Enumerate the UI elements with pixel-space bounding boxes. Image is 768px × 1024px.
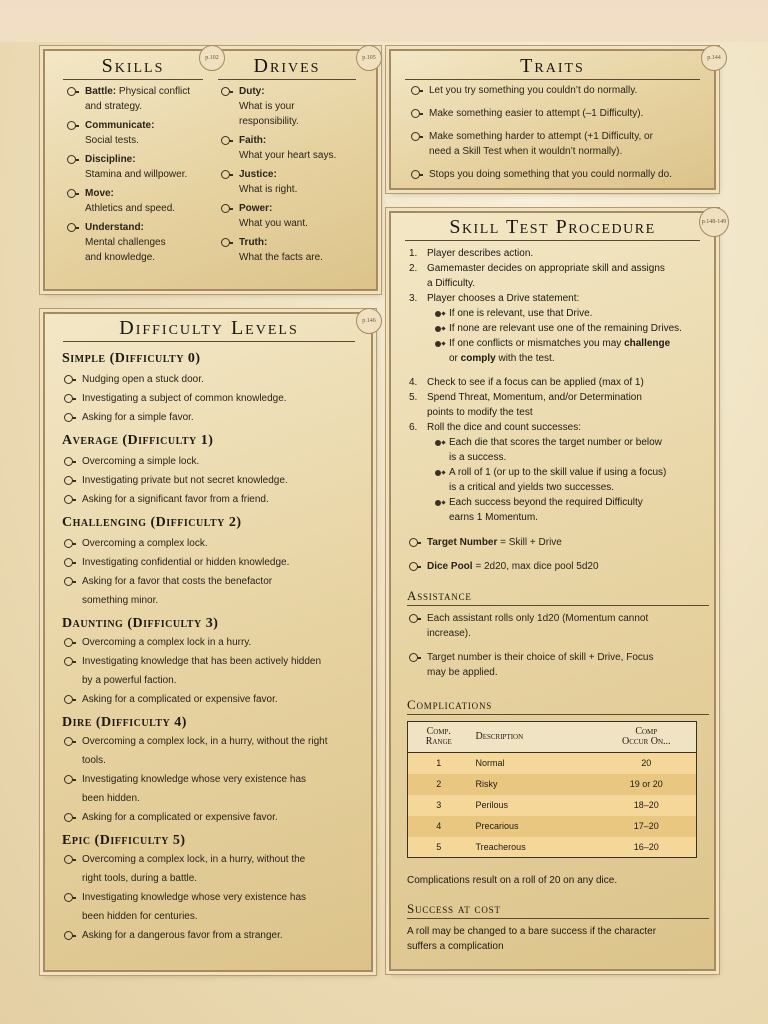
procedure-steps — [407, 246, 709, 525]
description-column-header: Description — [470, 722, 597, 753]
bullet-icon — [67, 155, 79, 164]
dice-pool-item: Dice Pool = 2d20, max dice pool 5d20 — [407, 559, 709, 574]
example-item: Asking for a dangerous favor from a stranger. — [62, 926, 367, 945]
bullet-icon — [64, 737, 76, 746]
success-at-cost-text: A roll may be changed to a bare success if the character suffers a complication — [407, 926, 657, 952]
skills-drives-panel — [43, 49, 378, 291]
drive-item: Justice: What is right. — [219, 167, 369, 197]
procedure-step: 2. Gamemaster decides on appropriate skill and assigns a Difficulty. — [409, 263, 665, 289]
bullet-icon — [67, 189, 79, 198]
procedure-panel — [389, 211, 727, 971]
example-item: Asking for a favor that costs the benefactor something minor. — [62, 572, 367, 610]
skill-item: Understand: Mental challenges and knowledge. — [65, 220, 215, 265]
table-row — [408, 753, 697, 774]
example-item: Asking for a simple favor. — [62, 408, 367, 427]
bullet-icon — [64, 457, 76, 466]
example-item: Asking for a significant favor from a friend. — [62, 490, 367, 509]
procedure-body — [407, 246, 709, 954]
traits-page-ref: p.144 — [701, 45, 727, 71]
description-cell: Precarious — [470, 816, 597, 837]
example-item: Overcoming a complex lock in a hurry. — [62, 633, 367, 652]
example-item: Overcoming a complex lock, in a hurry, without the right tools, during a battle. — [62, 850, 367, 888]
occur-cell: 18–20 — [597, 795, 697, 816]
drives-title: Drives — [218, 55, 356, 80]
bullet-icon — [64, 855, 76, 864]
drive-choice-item: If one conflicts or mismatches you may challenge or comply with the test. — [433, 336, 709, 366]
range-cell: 1 — [408, 753, 470, 774]
bullet-icon — [64, 577, 76, 586]
difficulty-level-heading: Dire (Difficulty 4) — [62, 715, 187, 730]
example-item: Overcoming a complex lock, in a hurry, without the right tools. — [62, 732, 367, 770]
difficulty-level-examples — [62, 732, 367, 827]
skill-item: Battle: Physical conflict and strategy. — [65, 84, 215, 114]
difficulty-level-heading: Simple (Difficulty 0) — [62, 351, 201, 366]
difficulty-level-examples — [62, 534, 367, 610]
assistance-list — [407, 611, 709, 680]
top-decorative-band — [0, 0, 768, 42]
complications-title: Complications — [407, 697, 709, 715]
procedure-step: 4. Check to see if a focus can be applied (max of 1) — [409, 377, 644, 388]
skills-title: Skills — [63, 55, 203, 80]
procedure-step: 5. Spend Threat, Momentum, and/or Determination points to modify the test — [409, 392, 642, 418]
drive-choice-item: If one is relevant, use that Drive. — [433, 306, 709, 321]
bullet-icon — [64, 375, 76, 384]
difficulty-panel — [43, 312, 376, 972]
difficulty-level-examples — [62, 850, 367, 945]
bullet-icon — [411, 170, 423, 179]
difficulty-levels-list — [62, 351, 367, 945]
table-row — [408, 774, 697, 795]
trait-item: Stops you doing something that you could normally do. — [409, 167, 709, 182]
example-item: Overcoming a simple lock. — [62, 452, 367, 471]
table-row — [408, 795, 697, 816]
bullet-icon — [409, 614, 421, 623]
description-cell: Normal — [470, 753, 597, 774]
occur-cell: 16–20 — [597, 837, 697, 858]
bullet-icon — [64, 394, 76, 403]
occur-cell: 19 or 20 — [597, 774, 697, 795]
drive-item: Power: What you want. — [219, 201, 369, 231]
procedure-title: Skill Test Procedure — [405, 216, 700, 241]
drive-item: Truth: What the facts are. — [219, 235, 369, 265]
bullet-icon — [411, 109, 423, 118]
bullet-icon — [64, 476, 76, 485]
trait-item: Let you try something you couldn’t do normally. — [409, 83, 709, 98]
example-item: Asking for a complicated or expensive favor. — [62, 808, 367, 827]
skills-page-ref: p.102 — [199, 45, 225, 71]
occur-cell: 17–20 — [597, 816, 697, 837]
trait-item: Make something harder to attempt (+1 Difficulty, or need a Skill Test when it wouldn’t normally). — [409, 129, 709, 159]
bullet-icon — [64, 638, 76, 647]
skills-list — [65, 84, 215, 265]
bullet-icon — [64, 539, 76, 548]
success-rule-item: Each die that scores the target number or below is a success. — [433, 435, 709, 465]
procedure-page-ref: p.148-149 — [699, 207, 729, 237]
example-item: Investigating private but not secret knowledge. — [62, 471, 367, 490]
bullet-icon — [221, 136, 233, 145]
bullet-icon — [67, 87, 79, 96]
procedure-step: 1. Player describes action. — [409, 248, 534, 259]
example-item: Investigating knowledge whose very existence has been hidden. — [62, 770, 367, 808]
trait-item: Make something easier to attempt (–1 Difficulty). — [409, 106, 709, 121]
bullet-icon — [64, 657, 76, 666]
bullet-icon — [64, 775, 76, 784]
example-item: Investigating confidential or hidden knowledge. — [62, 553, 367, 572]
drives-list — [219, 84, 369, 265]
difficulty-level-examples — [62, 452, 367, 509]
range-cell: 5 — [408, 837, 470, 858]
success-rules-list — [433, 435, 709, 525]
bullet-icon — [64, 495, 76, 504]
example-item: Investigating knowledge whose very existence has been hidden for centuries. — [62, 888, 367, 926]
complications-header-row — [408, 722, 697, 753]
bullet-icon — [64, 413, 76, 422]
difficulty-level-heading: Challenging (Difficulty 2) — [62, 515, 242, 530]
difficulty-level-heading: Average (Difficulty 1) — [62, 433, 214, 448]
table-row — [408, 837, 697, 858]
range-cell: 4 — [408, 816, 470, 837]
skill-item: Discipline: Stamina and willpower. — [65, 152, 215, 182]
occur-cell: 20 — [597, 753, 697, 774]
bullet-icon — [67, 121, 79, 130]
range-column-header: Comp. Range — [408, 722, 470, 753]
skill-item: Move: Athletics and speed. — [65, 186, 215, 216]
bullet-icon — [64, 893, 76, 902]
bullet-icon — [221, 87, 233, 96]
success-rule-item: Each success beyond the required Difficulty earns 1 Momentum. — [433, 495, 709, 525]
bullet-icon — [64, 695, 76, 704]
procedure-step: 6. Roll the dice and count successes: Each die that scores the target number or below is a success. A roll of 1 (or up to the skill value if using a focus) is a critical and yields two successes. Each success beyond the required Difficulty earns 1 Momentum. — [407, 420, 709, 525]
success-rule-item: A roll of 1 (or up to the skill value if using a focus) is a critical and yields two successes. — [433, 465, 709, 495]
drive-choice-item: If none are relevant use one of the remaining Drives. — [433, 321, 709, 336]
assistance-title: Assistance — [407, 588, 709, 606]
bullet-icon — [411, 132, 423, 141]
difficulty-title: Difficulty Levels — [63, 317, 355, 342]
target-dice-list — [407, 535, 709, 574]
bullet-icon — [409, 653, 421, 662]
difficulty-level-heading: Daunting (Difficulty 3) — [62, 616, 219, 631]
bullet-icon — [64, 813, 76, 822]
assistance-item: Each assistant rolls only 1d20 (Momentum cannot increase). — [407, 611, 709, 641]
difficulty-level-heading: Epic (Difficulty 5) — [62, 833, 186, 848]
bullet-icon — [409, 562, 421, 571]
bullet-icon — [64, 558, 76, 567]
traits-list — [409, 83, 709, 182]
example-item: Investigating a subject of common knowledge. — [62, 389, 367, 408]
success-at-cost-title: Success at cost — [407, 901, 709, 919]
bullet-icon — [221, 204, 233, 213]
bullet-icon — [67, 223, 79, 232]
drive-item: Duty: What is your responsibility. — [219, 84, 369, 129]
assistance-item: Target number is their choice of skill + Drive, Focus may be applied. — [407, 650, 709, 680]
bullet-icon — [409, 538, 421, 547]
example-item: Overcoming a complex lock. — [62, 534, 367, 553]
bullet-icon — [411, 86, 423, 95]
drive-choice-list — [433, 306, 709, 366]
example-item: Investigating knowledge that has been actively hidden by a powerful faction. — [62, 652, 367, 690]
range-cell: 2 — [408, 774, 470, 795]
bullet-icon — [64, 931, 76, 940]
difficulty-level-examples — [62, 633, 367, 709]
description-cell: Treacherous — [470, 837, 597, 858]
example-item: Asking for a complicated or expensive favor. — [62, 690, 367, 709]
occur-column-header: Comp Occur On... — [597, 722, 697, 753]
drive-item: Faith: What your heart says. — [219, 133, 369, 163]
traits-panel — [389, 49, 721, 190]
bullet-icon — [221, 238, 233, 247]
drives-page-ref: p.105 — [356, 45, 382, 71]
target-number-item: Target Number = Skill + Drive — [407, 535, 709, 550]
description-cell: Perilous — [470, 795, 597, 816]
description-cell: Risky — [470, 774, 597, 795]
difficulty-page-ref: p.146 — [356, 308, 382, 334]
difficulty-level-examples — [62, 370, 367, 427]
complications-note: Complications result on a roll of 20 on any dice. — [407, 875, 618, 886]
bullet-icon — [221, 170, 233, 179]
example-item: Nudging open a stuck door. — [62, 370, 367, 389]
complications-table — [407, 721, 697, 858]
procedure-step: 3. Player chooses a Drive statement: If one is relevant, use that Drive. If none are relevant use one of the remaining Drives. If one conflicts or mismatches you may challenge or comply with the test. — [407, 291, 709, 366]
skill-item: Communicate: Social tests. — [65, 118, 215, 148]
table-row — [408, 816, 697, 837]
traits-title: Traits — [405, 55, 700, 80]
range-cell: 3 — [408, 795, 470, 816]
